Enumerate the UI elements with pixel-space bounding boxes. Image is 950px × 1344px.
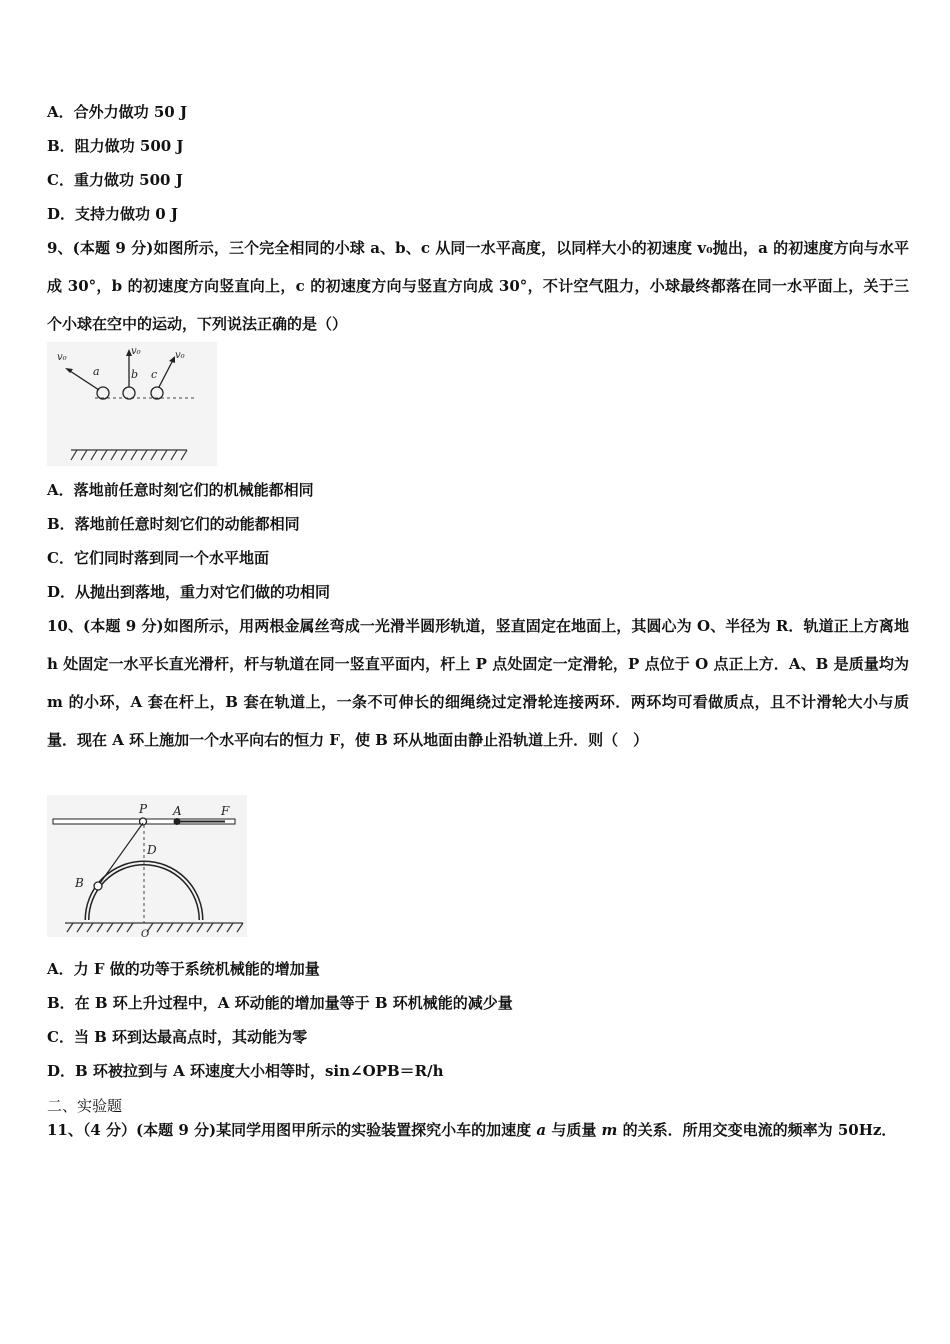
section-heading-experiment: 二、实验题	[47, 1097, 123, 1115]
q8-option-c: C．重力做功 500 J	[47, 171, 183, 189]
q9-label-v-a: v₀	[57, 352, 67, 363]
q10-figure	[47, 795, 247, 937]
q9-stem: 9、(本题 9 分)如图所示，三个完全相同的小球 a、b、c 从同一水平高度，以同样大小的初速度 v₀抛出，a 的初速度方向与水平成 30°，b 的初速度方向竖直向上，c 的初速度方向与竖直方向成 30°，不计空气阻力，小球最终都落在同一水平面上，关于三个小球在空中的运动，下列说法正确的是（）	[47, 239, 909, 333]
q11-prefix: 11、（4 分）	[47, 1121, 137, 1139]
q11-body-2: 与质量	[546, 1121, 602, 1139]
q9-option-b: B．落地前任意时刻它们的动能都相同	[47, 515, 300, 533]
q8-option-b: B．阻力做功 500 J	[47, 137, 184, 155]
q8-option-a: A．合外力做功 50 J	[47, 103, 188, 121]
q9-label-v-b: v₀	[131, 346, 141, 357]
q10-label-a: A	[173, 804, 182, 818]
q10-option-a: A．力 F 做的功等于系统机械能的增加量	[47, 960, 320, 978]
q9-label-a: a	[93, 365, 100, 378]
q9-label-c: c	[151, 368, 158, 381]
q10-ring-b	[94, 882, 102, 890]
q10-option-d: D．B 环被拉到与 A 环速度大小相等时，sin∠OPB＝R/h	[47, 1062, 444, 1080]
q9-option-a: A．落地前任意时刻它们的机械能都相同	[47, 481, 314, 499]
q9-option-d: D．从抛出到落地，重力对它们做的功相同	[47, 583, 331, 601]
q10-option-c: C．当 B 环到达最高点时，其动能为零	[47, 1028, 308, 1046]
q10-stem: 10、(本题 9 分)如图所示，用两根金属丝弯成一光滑半圆形轨道，竖直固定在地面上，其圆心为 O、半径为 R．轨道正上方离地 h 处固定一水平长直光滑杆，杆与轨道在同一竖直平面内，杆上 P 点处固定一定滑轮，P 点位于 O 点正上方．A、B 是质量均为 m 的小环，A 套在杆上，B 套在轨道上，一条不可伸长的细绳绕过定滑轮连接两环．两环均可看做质点，且不计滑轮大小与质量．现在 A 环上施加一个水平向右的恒力 F，使 B 环从地面由静止沿轨道上升．则（ ）	[47, 617, 909, 749]
q10-label-d: D	[147, 843, 157, 857]
q10-label-f: F	[221, 804, 230, 818]
q11-var-a: a	[536, 1121, 547, 1139]
q9-option-c: C．它们同时落到同一个水平地面	[47, 549, 269, 567]
q11-body-3: 的关系．所用交变电流的频率为 50Hz．	[617, 1121, 897, 1139]
q10-label-p: P	[139, 802, 148, 816]
q11-text	[47, 1111, 909, 1149]
q9-label-v-c: v₀	[175, 350, 185, 361]
q11-body-1: (本题 9 分)某同学用图甲所示的实验装置探究小车的加速度	[136, 1121, 537, 1139]
q10-ring-a	[174, 818, 181, 825]
q9-figure	[47, 342, 217, 466]
q10-option-b: B．在 B 环上升过程中，A 环动能的增加量等于 B 环机械能的减少量	[47, 994, 513, 1012]
q10-label-o: O	[141, 929, 150, 937]
q11-var-m: m	[601, 1121, 618, 1139]
q10-label-b: B	[75, 876, 84, 890]
q8-option-d: D．支持力做功 0 J	[47, 205, 178, 223]
q9-label-b: b	[131, 368, 139, 381]
